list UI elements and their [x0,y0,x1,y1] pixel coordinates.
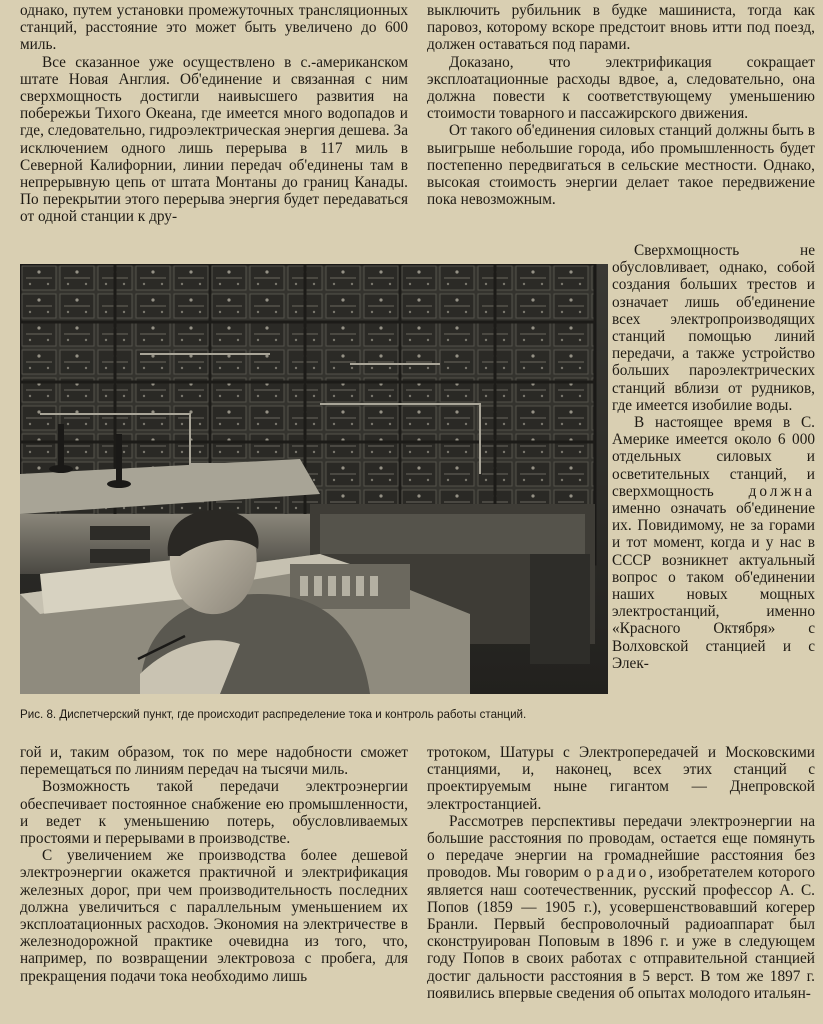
paragraph: тротоком, Шатуры с Электропередачей и Московскими станциями, и, наконец, всех этих станций с проектируемым ныне гигантом — Днепровской электростанцией. [427,744,815,813]
paragraph: гой и, таким образом, ток по мере надобности сможет перемещаться по линиям передач на тысячи миль. [20,744,408,779]
paragraph: Все сказанное уже осуществлено в с.-американском штате Новая Англия. Об'единение и связанная с ним сверхмощность достигли наивысшего развития на побережьи Тихого Океана, где имеется много водопадов и где, следовательно, гидроэлектрическая энергия дешева. За исключением одного лишь перерыва в 117 миль в Северной Калифорнии, линии передач об'единены там в непрерывную цепь от штата Монтаны до границ Канады. По перекрытии этого перерыва энергия будет передаваться от одной станции к дру- [20,53,408,226]
emphasis-text: радио [596,864,650,882]
paragraph: От такого об'единения силовых станций должны быть в выигрыше небольшие города, ибо промышленность будет постепенно передвигаться в сельские местности. Однако, высокая стоимость энергии делает такое передвижение пока невозможным. [427,122,815,209]
paragraph: Возможность такой передачи электроэнергии обеспечивает постоянное снабжение ею промышленности, и ведет к уменьшению потерь, обусловливаемых простоями и перерывами в производстве. [20,778,408,848]
text-column-left-top [20,2,408,226]
text-run: , изобретателем которого является наш соотечественник, русский профессор А. С. Попов (1859 — 1905 г.), усовершенствовавший когерер Бранли. Первый беспроволочный радиоаппарат был сконструирован Поповым в 1896 г. и уже в следующем году Попов в своих работах с отправительной станцией достиг дальности расстояния в 5 верст. В том же 1897 г. появились впервые сведения об опытах молодого итальян- [427,864,815,1002]
text-column-left-bottom [20,744,408,985]
text-run: В настоящее время в С. Америке имеется около 6 000 отдельных силовых и осветительных станций, и сверхмощность [612,414,815,500]
emphasis-text: должна [748,482,815,500]
text-column-side [612,242,815,672]
paragraph [427,813,815,1002]
text-column-right-top [427,2,815,208]
figure-caption: Рис. 8. Диспетчерский пункт, где происходит распределение тока и контроль работы станций. [20,708,527,721]
text-column-right-bottom [427,744,815,1002]
paragraph: однако, путем установки промежуточных трансляционных станций, расстояние это может быть увеличено до 600 миль. [20,2,408,54]
paragraph: выключить рубильник в будке машиниста, тогда как паровоз, которому вскоре предстоит вновь итти под поезд, должен оставаться под парами. [427,2,815,54]
paragraph: Доказано, что электрификация сокращает эксплоатационные расходы вдвое, а, следовательно, она должна повести к соответствующему уменьшению стоимости товарного и пассажирского движения. [427,53,815,123]
text-run: именно означать об'единение их. Повидимому, не за горами и тот момент, когда и у нас в СССР возникнет актуальный вопрос о таком об'единении наших новых мощных электростанций, именно «Красного Октября» с Волховской станцией и с Элек- [612,500,815,672]
dispatcher-room-photo [20,264,608,694]
paragraph: Сверхмощность не обусловливает, однако, собой создания больших трестов и означает лишь об'единение всех электропроизводящих станций помощью линий передачи, а также устройство больших пароэлектрических станций вблизи от рудников, где имеется изобилие воды. [612,242,815,414]
text-run: Рассмотрев перспективы передачи электроэнергии на большие расстояния по проводам, остается еще помянуть о передаче энергии на громаднейшие расстояния без проводов. Мы говорим о [427,812,815,882]
paragraph: С увеличением же производства более дешевой электроэнергии окажется практичной и электрификация железных дорог, при чем производительность последних должна увеличиться с параллельным уменьшением их эксплоатационных расходов. Экономия на электричестве в железнодорожной практике очевидна из того, что, например, по возвращении электровоза с пробега, для прекращения подачи тока необходимо лишь [20,847,408,985]
paragraph [612,414,815,672]
